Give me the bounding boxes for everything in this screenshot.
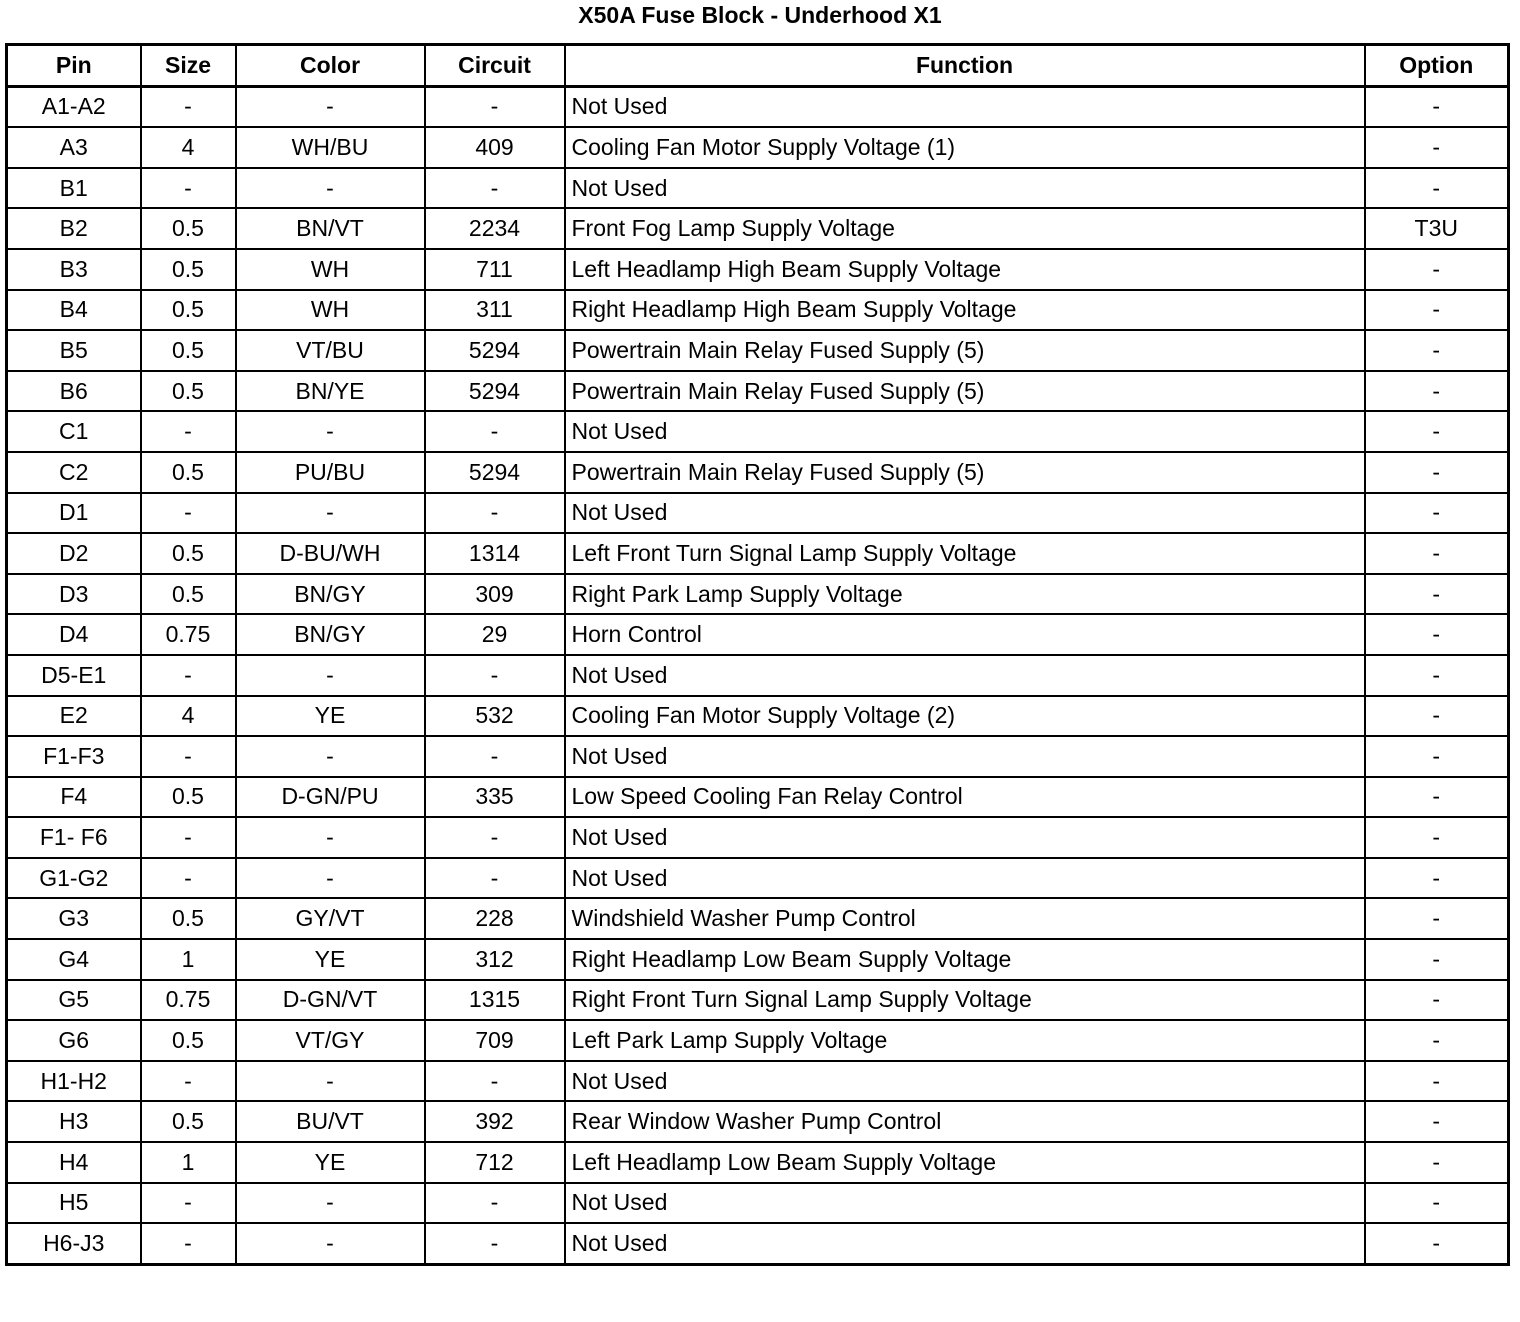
cell-option: T3U <box>1365 208 1509 249</box>
cell-function: Left Headlamp Low Beam Supply Voltage <box>565 1142 1365 1183</box>
cell-function: Front Fog Lamp Supply Voltage <box>565 208 1365 249</box>
cell-option: - <box>1365 86 1509 127</box>
cell-circuit: - <box>425 655 565 696</box>
table-row <box>7 1183 1509 1224</box>
table-row <box>7 208 1509 249</box>
cell-function: Not Used <box>565 1183 1365 1224</box>
cell-function: Not Used <box>565 86 1365 127</box>
pinout-table-container <box>5 43 1507 1266</box>
cell-color: - <box>236 858 425 899</box>
cell-color: BN/YE <box>236 371 425 412</box>
cell-circuit: - <box>425 1061 565 1102</box>
cell-color: - <box>236 1183 425 1224</box>
cell-color: BN/GY <box>236 614 425 655</box>
cell-size: - <box>141 858 236 899</box>
cell-size: 0.5 <box>141 330 236 371</box>
cell-option: - <box>1365 1183 1509 1224</box>
table-row <box>7 1101 1509 1142</box>
table-row <box>7 86 1509 127</box>
cell-function: Powertrain Main Relay Fused Supply (5) <box>565 330 1365 371</box>
cell-circuit: 711 <box>425 249 565 290</box>
cell-circuit: 712 <box>425 1142 565 1183</box>
cell-pin: A1-A2 <box>7 86 141 127</box>
page-title: X50A Fuse Block - Underhood X1 <box>578 2 942 28</box>
cell-pin: B1 <box>7 168 141 209</box>
cell-pin: B5 <box>7 330 141 371</box>
cell-function: Not Used <box>565 736 1365 777</box>
cell-size: - <box>141 1061 236 1102</box>
cell-circuit: - <box>425 493 565 534</box>
table-row <box>7 249 1509 290</box>
cell-pin: G5 <box>7 980 141 1021</box>
cell-option: - <box>1365 980 1509 1021</box>
cell-size: 1 <box>141 1142 236 1183</box>
cell-circuit: 312 <box>425 939 565 980</box>
cell-function: Right Headlamp Low Beam Supply Voltage <box>565 939 1365 980</box>
header-function: Function <box>565 45 1365 87</box>
cell-pin: D4 <box>7 614 141 655</box>
cell-pin: B6 <box>7 371 141 412</box>
cell-circuit: - <box>425 86 565 127</box>
cell-circuit: 5294 <box>425 330 565 371</box>
cell-color: YE <box>236 1142 425 1183</box>
cell-pin: D2 <box>7 533 141 574</box>
cell-size: 0.5 <box>141 249 236 290</box>
cell-option: - <box>1365 330 1509 371</box>
cell-function: Right Park Lamp Supply Voltage <box>565 574 1365 615</box>
cell-color: D-GN/PU <box>236 777 425 818</box>
cell-size: 0.5 <box>141 533 236 574</box>
cell-color: BU/VT <box>236 1101 425 1142</box>
header-pin: Pin <box>7 45 141 87</box>
cell-pin: B4 <box>7 290 141 331</box>
table-row <box>7 168 1509 209</box>
cell-size: 0.75 <box>141 980 236 1021</box>
cell-function: Left Headlamp High Beam Supply Voltage <box>565 249 1365 290</box>
cell-size: 0.75 <box>141 614 236 655</box>
cell-size: 0.5 <box>141 290 236 331</box>
cell-circuit: 392 <box>425 1101 565 1142</box>
cell-function: Low Speed Cooling Fan Relay Control <box>565 777 1365 818</box>
cell-pin: H3 <box>7 1101 141 1142</box>
cell-pin: C1 <box>7 411 141 452</box>
cell-pin: G4 <box>7 939 141 980</box>
cell-size: 0.5 <box>141 452 236 493</box>
cell-pin: F4 <box>7 777 141 818</box>
table-row <box>7 614 1509 655</box>
table-header <box>7 45 1509 87</box>
cell-option: - <box>1365 1061 1509 1102</box>
cell-color: - <box>236 86 425 127</box>
cell-option: - <box>1365 655 1509 696</box>
cell-circuit: 228 <box>425 898 565 939</box>
cell-pin: H1-H2 <box>7 1061 141 1102</box>
cell-size: 0.5 <box>141 208 236 249</box>
cell-circuit: - <box>425 1183 565 1224</box>
cell-function: Left Park Lamp Supply Voltage <box>565 1020 1365 1061</box>
cell-pin: A3 <box>7 127 141 168</box>
table-row <box>7 858 1509 899</box>
cell-function: Cooling Fan Motor Supply Voltage (2) <box>565 696 1365 737</box>
cell-option: - <box>1365 1223 1509 1264</box>
cell-option: - <box>1365 614 1509 655</box>
table-row <box>7 655 1509 696</box>
cell-size: - <box>141 411 236 452</box>
cell-color: YE <box>236 939 425 980</box>
cell-color: VT/BU <box>236 330 425 371</box>
cell-size: 0.5 <box>141 1020 236 1061</box>
cell-circuit: 335 <box>425 777 565 818</box>
cell-pin: H5 <box>7 1183 141 1224</box>
cell-pin: F1- F6 <box>7 817 141 858</box>
header-size: Size <box>141 45 236 87</box>
cell-option: - <box>1365 1101 1509 1142</box>
cell-function: Not Used <box>565 1223 1365 1264</box>
cell-option: - <box>1365 168 1509 209</box>
cell-color: - <box>236 411 425 452</box>
cell-option: - <box>1365 533 1509 574</box>
cell-pin: D3 <box>7 574 141 615</box>
table-row <box>7 777 1509 818</box>
cell-option: - <box>1365 371 1509 412</box>
cell-circuit: - <box>425 411 565 452</box>
cell-option: - <box>1365 249 1509 290</box>
table-row <box>7 898 1509 939</box>
table-row <box>7 736 1509 777</box>
cell-size: 0.5 <box>141 777 236 818</box>
cell-option: - <box>1365 939 1509 980</box>
cell-option: - <box>1365 696 1509 737</box>
cell-color: - <box>236 1223 425 1264</box>
table-body <box>7 86 1509 1264</box>
cell-function: Not Used <box>565 168 1365 209</box>
cell-color: WH/BU <box>236 127 425 168</box>
cell-size: - <box>141 86 236 127</box>
cell-pin: G1-G2 <box>7 858 141 899</box>
cell-function: Left Front Turn Signal Lamp Supply Voltage <box>565 533 1365 574</box>
table-row <box>7 493 1509 534</box>
cell-function: Not Used <box>565 655 1365 696</box>
cell-function: Not Used <box>565 411 1365 452</box>
cell-color: GY/VT <box>236 898 425 939</box>
table-row <box>7 290 1509 331</box>
cell-size: - <box>141 817 236 858</box>
cell-function: Not Used <box>565 858 1365 899</box>
cell-color: - <box>236 168 425 209</box>
table-row <box>7 574 1509 615</box>
cell-function: Right Front Turn Signal Lamp Supply Voltage <box>565 980 1365 1021</box>
cell-function: Powertrain Main Relay Fused Supply (5) <box>565 371 1365 412</box>
cell-size: 0.5 <box>141 898 236 939</box>
cell-color: D-GN/VT <box>236 980 425 1021</box>
cell-function: Powertrain Main Relay Fused Supply (5) <box>565 452 1365 493</box>
table-row <box>7 696 1509 737</box>
cell-size: - <box>141 1183 236 1224</box>
cell-circuit: - <box>425 817 565 858</box>
cell-pin: E2 <box>7 696 141 737</box>
cell-size: - <box>141 493 236 534</box>
cell-circuit: 29 <box>425 614 565 655</box>
header-row <box>7 45 1509 87</box>
cell-option: - <box>1365 411 1509 452</box>
cell-color: WH <box>236 249 425 290</box>
header-circuit: Circuit <box>425 45 565 87</box>
cell-pin: H4 <box>7 1142 141 1183</box>
table-row <box>7 980 1509 1021</box>
pinout-table <box>5 43 1510 1266</box>
cell-option: - <box>1365 452 1509 493</box>
cell-function: Horn Control <box>565 614 1365 655</box>
cell-pin: G6 <box>7 1020 141 1061</box>
cell-color: VT/GY <box>236 1020 425 1061</box>
cell-color: - <box>236 817 425 858</box>
table-row <box>7 330 1509 371</box>
cell-function: Not Used <box>565 817 1365 858</box>
cell-color: PU/BU <box>236 452 425 493</box>
cell-function: Not Used <box>565 493 1365 534</box>
cell-size: - <box>141 168 236 209</box>
cell-function: Windshield Washer Pump Control <box>565 898 1365 939</box>
cell-pin: B2 <box>7 208 141 249</box>
cell-circuit: - <box>425 858 565 899</box>
cell-size: - <box>141 736 236 777</box>
cell-circuit: - <box>425 736 565 777</box>
table-row <box>7 127 1509 168</box>
cell-option: - <box>1365 493 1509 534</box>
cell-color: BN/GY <box>236 574 425 615</box>
cell-circuit: 409 <box>425 127 565 168</box>
cell-circuit: 532 <box>425 696 565 737</box>
cell-function: Right Headlamp High Beam Supply Voltage <box>565 290 1365 331</box>
cell-function: Rear Window Washer Pump Control <box>565 1101 1365 1142</box>
cell-option: - <box>1365 777 1509 818</box>
cell-size: 4 <box>141 696 236 737</box>
cell-color: WH <box>236 290 425 331</box>
cell-color: - <box>236 655 425 696</box>
cell-color: - <box>236 1061 425 1102</box>
table-row <box>7 371 1509 412</box>
cell-circuit: 1314 <box>425 533 565 574</box>
header-color: Color <box>236 45 425 87</box>
cell-pin: F1-F3 <box>7 736 141 777</box>
cell-circuit: 2234 <box>425 208 565 249</box>
cell-size: 1 <box>141 939 236 980</box>
cell-pin: B3 <box>7 249 141 290</box>
cell-color: BN/VT <box>236 208 425 249</box>
cell-circuit: 1315 <box>425 980 565 1021</box>
table-row <box>7 1223 1509 1264</box>
table-row <box>7 1020 1509 1061</box>
cell-option: - <box>1365 1020 1509 1061</box>
cell-circuit: 5294 <box>425 371 565 412</box>
cell-circuit: 311 <box>425 290 565 331</box>
cell-option: - <box>1365 858 1509 899</box>
cell-size: - <box>141 655 236 696</box>
cell-pin: D5-E1 <box>7 655 141 696</box>
header-option: Option <box>1365 45 1509 87</box>
cell-size: 4 <box>141 127 236 168</box>
cell-option: - <box>1365 898 1509 939</box>
table-row <box>7 939 1509 980</box>
cell-pin: C2 <box>7 452 141 493</box>
cell-circuit: 309 <box>425 574 565 615</box>
table-row <box>7 817 1509 858</box>
cell-option: - <box>1365 817 1509 858</box>
cell-color: YE <box>236 696 425 737</box>
cell-circuit: - <box>425 1223 565 1264</box>
cell-size: 0.5 <box>141 574 236 615</box>
cell-size: - <box>141 1223 236 1264</box>
cell-option: - <box>1365 736 1509 777</box>
cell-circuit: 709 <box>425 1020 565 1061</box>
cell-option: - <box>1365 290 1509 331</box>
table-row <box>7 411 1509 452</box>
table-row <box>7 1061 1509 1102</box>
cell-color: D-BU/WH <box>236 533 425 574</box>
cell-pin: G3 <box>7 898 141 939</box>
cell-circuit: 5294 <box>425 452 565 493</box>
table-row <box>7 533 1509 574</box>
cell-circuit: - <box>425 168 565 209</box>
cell-pin: H6-J3 <box>7 1223 141 1264</box>
cell-option: - <box>1365 127 1509 168</box>
cell-size: 0.5 <box>141 371 236 412</box>
cell-option: - <box>1365 574 1509 615</box>
table-row <box>7 1142 1509 1183</box>
cell-pin: D1 <box>7 493 141 534</box>
cell-option: - <box>1365 1142 1509 1183</box>
cell-function: Cooling Fan Motor Supply Voltage (1) <box>565 127 1365 168</box>
cell-color: - <box>236 493 425 534</box>
table-row <box>7 452 1509 493</box>
cell-size: 0.5 <box>141 1101 236 1142</box>
cell-function: Not Used <box>565 1061 1365 1102</box>
cell-color: - <box>236 736 425 777</box>
